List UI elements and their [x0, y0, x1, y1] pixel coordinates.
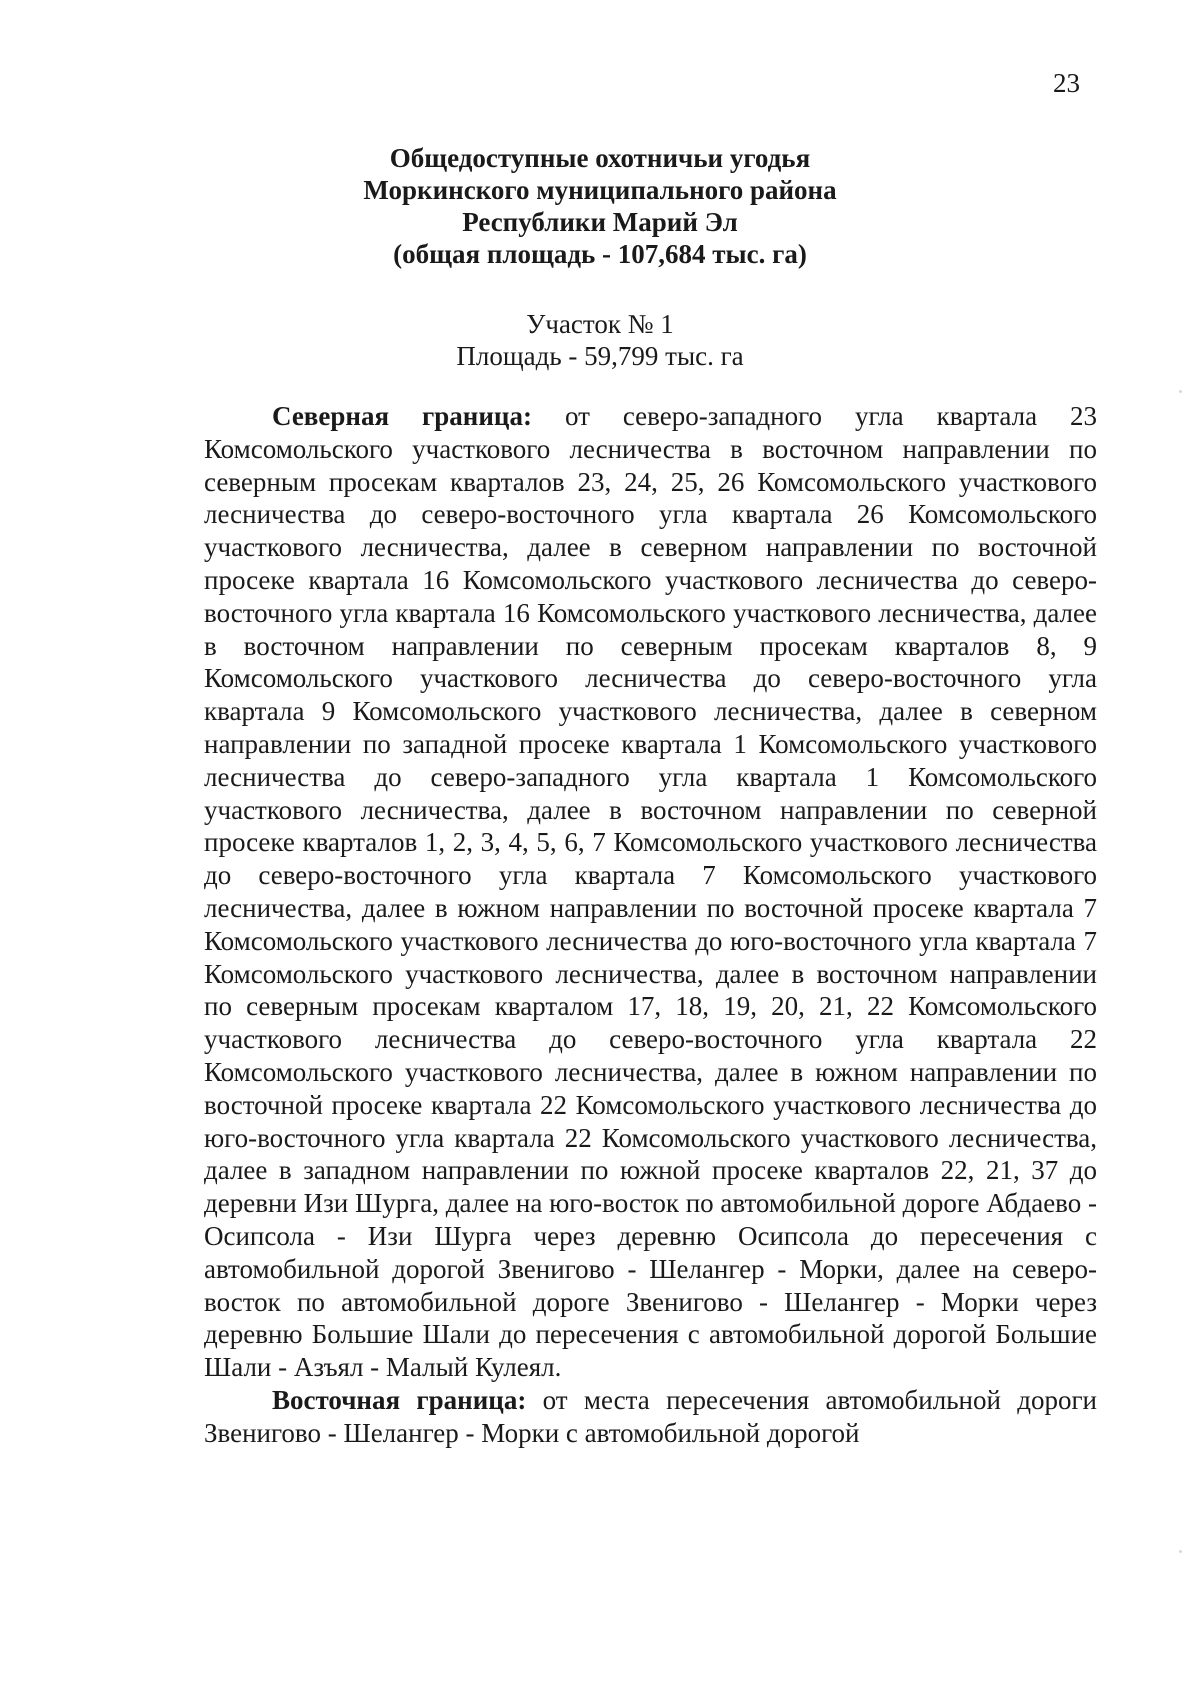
heading-line-3: Республики Марий Эл [462, 207, 738, 237]
north-boundary-paragraph [204, 400, 1097, 1384]
scan-dot [1179, 390, 1182, 393]
document-body [204, 400, 1097, 1450]
section-header [0, 308, 1200, 372]
heading-line-1: Общедоступные охотничьи угодья [389, 143, 811, 173]
east-boundary-paragraph [204, 1384, 1097, 1450]
heading-line-2: Моркинского муниципального района [363, 175, 837, 205]
page-number: 23 [1053, 68, 1080, 98]
section-title: Участок № 1 [526, 309, 674, 339]
east-boundary-text: от места пересечения автомобильной дороги Звенигово - Шелангер - Морки с автомобильной дорогой [204, 1384, 1097, 1448]
document-heading [0, 142, 1200, 270]
scan-dot [1179, 1550, 1182, 1553]
section-area: Площадь - 59,799 тыс. га [456, 341, 744, 371]
heading-line-4: (общая площадь - 107,684 тыс. га) [393, 239, 807, 269]
north-boundary-label: Северная граница: [272, 401, 532, 431]
north-boundary-text: от северо-западного угла квартала 23 Комсомольского участкового лесничества в восточном направлении по северным просекам кварталов 23, 24, 25, 26 Комсомольского участкового лесничества до северо-восточного угла квартала 26 Комсомольского участкового лесничества, далее в северном направлении по восточной просеке квартала 16 Комсомольского участкового лесничества до северо-восточного угла квартала 16 Комсомольского участкового лесничества, далее в восточном направлении по северным просекам кварталов 8, 9 Комсомольского участкового лесничества до северо-восточного угла квартала 9 Комсомольского участкового лесничества, далее в северном направлении по западной просеке квартала 1 Комсомольского участкового лесничества до северо-западного угла квартала 1 Комсомольского участкового лесничества, далее в восточном направлении по северной просеке кварталов 1, 2, 3, 4, 5, 6, 7 Комсомольского участкового лесничества до северо-восточного угла квартала 7 Комсомольского участкового лесничества, далее в южном направлении по восточной просеке квартала 7 Комсомольского участкового лесничества до юго-восточного угла квартала 7 Комсомольского участкового лесничества, далее в восточном направлении по северным просекам кварталом 17, 18, 19, 20, 21, 22 Комсомольского участкового лесничества до северо-восточного угла квартала 22 Комсомольского участкового лесничества, далее в южном направлении по восточной просеке квартала 22 Комсомольского участкового лесничества до юго-восточного угла квартала 22 Комсомольского участкового лесничества, далее в западном направлении по южной просеке кварталов 22, 21, 37 до деревни Изи Шурга, далее на юго-восток по автомобильной дороге Абдаево - Осипсола - Изи Шурга через деревню Осипсола до пересечения с автомобильной дорогой Звенигово - Шелангер - Морки, далее на северо-восток по автомобильной дороге Звенигово - Шелангер - Морки через деревню Большие Шали до пересечения с автомобильной дорогой Большие Шали - Азъял - Малый Кулеял. [204, 401, 1098, 1383]
east-boundary-label: Восточная граница: [272, 1384, 527, 1415]
